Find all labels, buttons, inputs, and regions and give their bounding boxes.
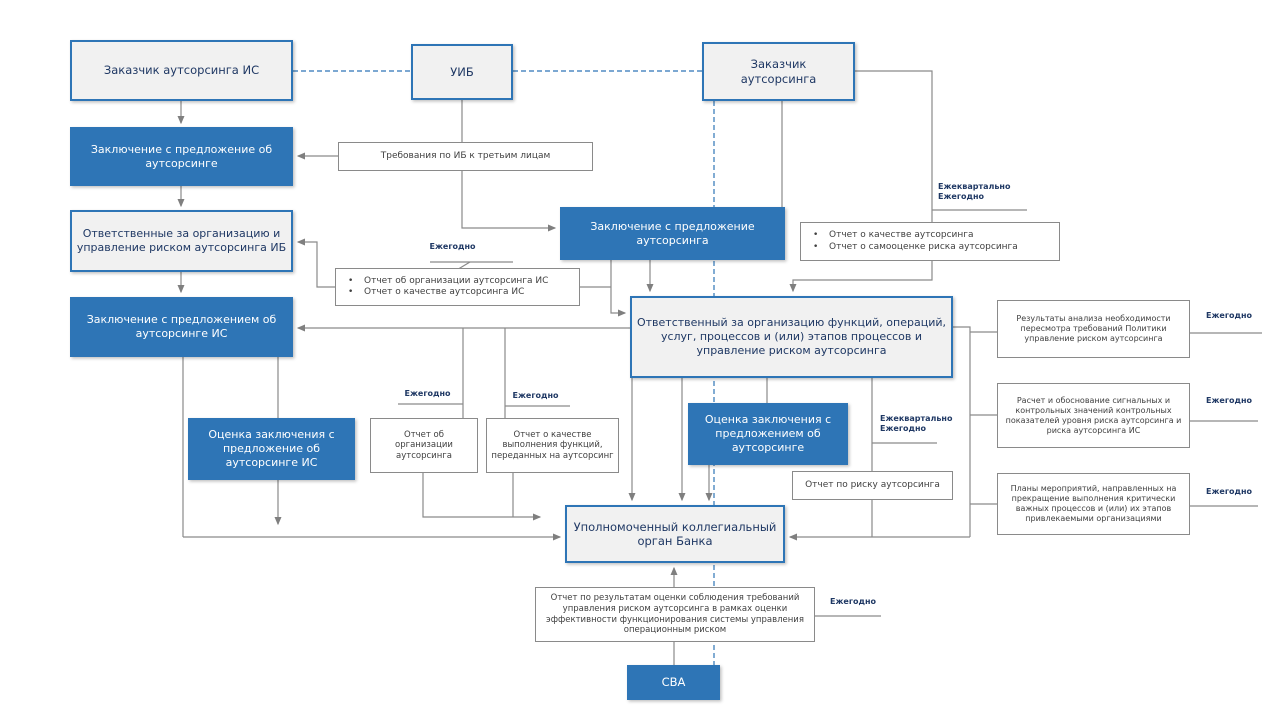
label-annually-uib: Ежегодно	[429, 242, 476, 251]
doc-analysis-results: Результаты анализа необходимости пересмотра требований Политики управление риском аутсорсинга	[997, 300, 1190, 358]
doc-termination-plans: Планы мероприятий, направленных на прекращение выполнения критически важных процессов и (или) их этапов привлекаемыми организациями	[997, 473, 1190, 535]
doc-report-quality-functions: Отчет о качестве выполнения функций, переданных на аутсорсинг	[486, 418, 619, 473]
doc-report-quality-item: • Отчет о качестве аутсорсинга	[827, 230, 1055, 241]
label-annually-plans: Ежегодно	[1205, 487, 1252, 496]
node-sva: СВА	[627, 665, 720, 700]
doc-ib-requirements: Требования по ИБ к третьим лицам	[338, 142, 593, 171]
label-annually-report-functions: Ежегодно	[512, 391, 559, 400]
node-customer-outsourcing-is: Заказчик аутсорсинга ИС	[70, 40, 293, 101]
label-annually-signal: Ежегодно	[1205, 396, 1252, 405]
node-responsible-ib: Ответственные за организацию и управление риском аутсорсинга ИБ	[70, 210, 293, 272]
label-quarterly-text: Ежеквартально	[938, 182, 1011, 191]
doc-report-org-is-list	[335, 268, 580, 306]
node-responsible-functions: Ответственный за организацию функций, операций, услуг, процессов и (или) этапов процессов и управление риском аутсорсинга	[630, 296, 953, 378]
doc-report-risk: Отчет по риску аутсорсинга	[792, 471, 953, 500]
label-annually-analysis: Ежегодно	[1205, 311, 1252, 320]
node-authorized-body: Уполномоченный коллегиальный орган Банка	[565, 505, 785, 563]
label-quarterly-annually-mid	[880, 414, 970, 434]
doc-compliance-report: Отчет по результатам оценки соблюдения требований управления риском аутсорсинга в рамках оценки эффективности функционирования системы управления операционным риском	[535, 587, 815, 642]
node-conclusion-proposal-outsourcing-is: Заключение с предложением об аутсорсинге ИС	[70, 297, 293, 357]
doc-report-self-assessment-item: • Отчет о самооценке риска аутсорсинга	[827, 242, 1055, 253]
doc-signal-values: Расчет и обоснование сигнальных и контрольных значений контрольных показателей уровня риска аутсорсинга и риска аутсорсинга ИС	[997, 383, 1190, 448]
node-uib: УИБ	[411, 44, 513, 100]
node-conclusion-proposal-outsourcing: Заключение с предложение об аутсорсинге	[70, 127, 293, 186]
label-quarterly-text-mid: Ежеквартально	[880, 414, 953, 423]
doc-report-quality-list	[800, 222, 1060, 261]
node-assessment-conclusion-is: Оценка заключения с предложение об аутсорсинге ИС	[188, 418, 355, 480]
doc-report-quality-is-item: • Отчет о качестве аутсорсинга ИС	[362, 287, 575, 298]
label-annually-text: Ежегодно	[938, 192, 985, 201]
doc-report-org: Отчет об организации аутсорсинга	[370, 418, 478, 473]
node-assessment-conclusion: Оценка заключения с предложением об аутсорсинге	[688, 403, 848, 465]
doc-report-org-is-item: • Отчет об организации аутсорсинга ИС	[362, 276, 575, 287]
label-annually-report-org: Ежегодно	[404, 389, 451, 398]
node-customer-outsourcing: Заказчик аутсорсинга	[702, 42, 855, 101]
label-annually-text-mid: Ежегодно	[880, 424, 927, 433]
label-quarterly-annually-top	[938, 182, 1028, 202]
label-annually-compliance: Ежегодно	[829, 597, 876, 606]
node-conclusion-proposal-outsourcing-short: Заключение с предложение аутсорсинга	[560, 207, 785, 260]
